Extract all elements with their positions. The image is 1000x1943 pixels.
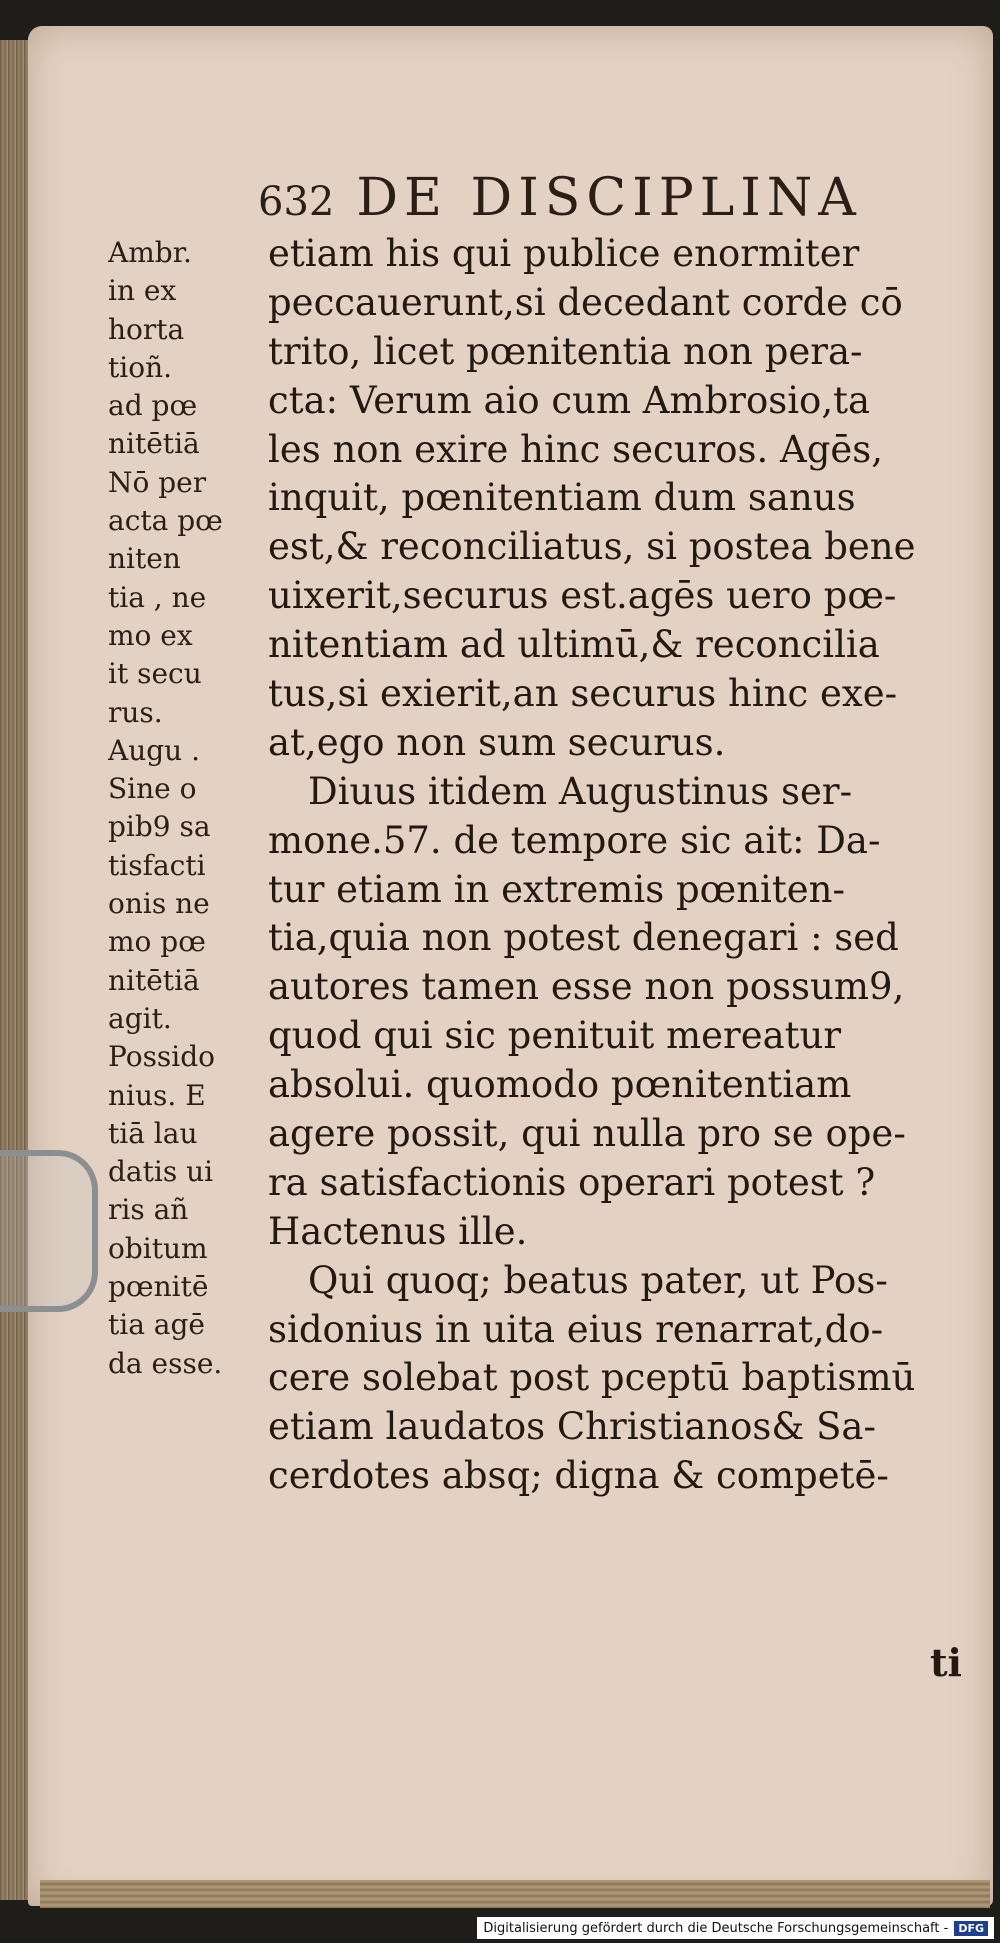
- margin-note-line: tiā lau: [108, 1116, 198, 1150]
- page-bottom-edge: [40, 1880, 990, 1908]
- digitization-footer: [477, 1917, 994, 1939]
- body-line: at,ego non sum securus.: [268, 720, 726, 764]
- margin-note-line: ad pœ: [108, 389, 198, 423]
- body-line: trito, licet pœnitentia non pera-: [268, 329, 863, 373]
- margin-note-line: pœnitē: [108, 1270, 209, 1304]
- body-line: etiam laudatos Christianos& Sa-: [268, 1405, 876, 1449]
- body-line: etiam his qui publice enormiter: [268, 232, 860, 275]
- body-line: est,& reconciliatus, si postea bene: [268, 525, 916, 569]
- margin-note-line: in ex: [108, 274, 177, 308]
- body-line: sidonius in uita eius renarrat,do-: [268, 1307, 884, 1351]
- margin-note-line: it secu: [108, 657, 202, 691]
- body-line: mone.57. de tempore sic ait: Da-: [268, 818, 881, 862]
- page-clip: [0, 1150, 98, 1312]
- body-line: peccauerunt,si decedant corde cō: [268, 280, 903, 324]
- body-line: tia,quia non potest denegari : sed: [268, 916, 899, 960]
- margin-note-line: nitētiā: [108, 427, 200, 461]
- body-line: Diuus itidem Augustinus ser-: [308, 769, 853, 813]
- margin-note-line: agit.: [108, 1001, 172, 1035]
- margin-notes: [108, 234, 278, 1383]
- body-line: Hactenus ille.: [268, 1209, 528, 1253]
- margin-note-line: niten: [108, 542, 181, 576]
- margin-note-line: nius. E: [108, 1078, 206, 1112]
- body-line: tus,si exierit,an securus hinc exe-: [268, 672, 898, 716]
- margin-note-line: mo pœ: [108, 925, 206, 959]
- dfg-logo: DFG: [954, 1921, 988, 1936]
- margin-note-line: mo ex: [108, 618, 193, 652]
- body-line: les non exire hinc securos. Agēs,: [268, 427, 884, 471]
- margin-note-line: tia , ne: [108, 580, 207, 614]
- body-line: uixerit,securus est.agēs uero pœ-: [268, 574, 897, 618]
- body-line: nitentiam ad ultimū,& reconcilia: [268, 623, 880, 667]
- margin-note-line: rus.: [108, 695, 163, 729]
- body-line: tur etiam in extremis pœniten-: [268, 867, 845, 911]
- margin-note-line: onis ne: [108, 887, 210, 921]
- page-number: 632: [258, 179, 335, 225]
- margin-note-line: tioñ.: [108, 350, 172, 384]
- body-text: [268, 230, 968, 1501]
- body-line: cta: Verum aio cum Ambrosio,ta: [268, 378, 871, 422]
- margin-note-line: pib9 sa: [108, 810, 211, 844]
- margin-note-line: Ambr.: [108, 236, 192, 269]
- margin-note-line: ris añ: [108, 1193, 189, 1227]
- body-line: ra satisfactionis operari potest ?: [268, 1160, 876, 1204]
- margin-note-line: Sine o: [108, 772, 197, 806]
- running-title: DE DISCIPLINA: [356, 168, 862, 228]
- margin-note-line: da esse.: [108, 1346, 223, 1380]
- margin-note-line: Augu .: [108, 733, 201, 767]
- margin-note-line: acta pœ: [108, 504, 223, 538]
- body-line: cere solebat post pceptū baptismū: [268, 1356, 916, 1400]
- margin-note-line: obitum: [108, 1231, 208, 1265]
- body-line: quod qui sic penituit mereatur: [268, 1014, 842, 1058]
- body-line: Qui quoq; beatus pater, ut Pos-: [308, 1258, 888, 1302]
- body-line: agere possit, qui nulla pro se ope-: [268, 1112, 906, 1156]
- margin-note-line: Nō per: [108, 465, 207, 499]
- margin-note-line: Possido: [108, 1040, 216, 1074]
- margin-note-line: tisfacti: [108, 848, 206, 882]
- margin-note-line: tia agē: [108, 1308, 205, 1342]
- margin-note-line: datis ui: [108, 1155, 214, 1189]
- body-line: autores tamen esse non possum9,: [268, 965, 905, 1009]
- margin-note-line: nitētiā: [108, 963, 200, 997]
- body-line: absolui. quomodo pœnitentiam: [268, 1063, 852, 1107]
- body-line: inquit, pœnitentiam dum sanus: [268, 476, 856, 520]
- catchword: ti: [930, 1640, 962, 1685]
- margin-note-line: horta: [108, 312, 185, 346]
- body-line: cerdotes absq; digna & competē-: [268, 1454, 889, 1498]
- running-header: [258, 168, 958, 228]
- footer-credit: Digitalisierung gefördert durch die Deutsche Forschungsgemeinschaft -: [483, 1920, 949, 1936]
